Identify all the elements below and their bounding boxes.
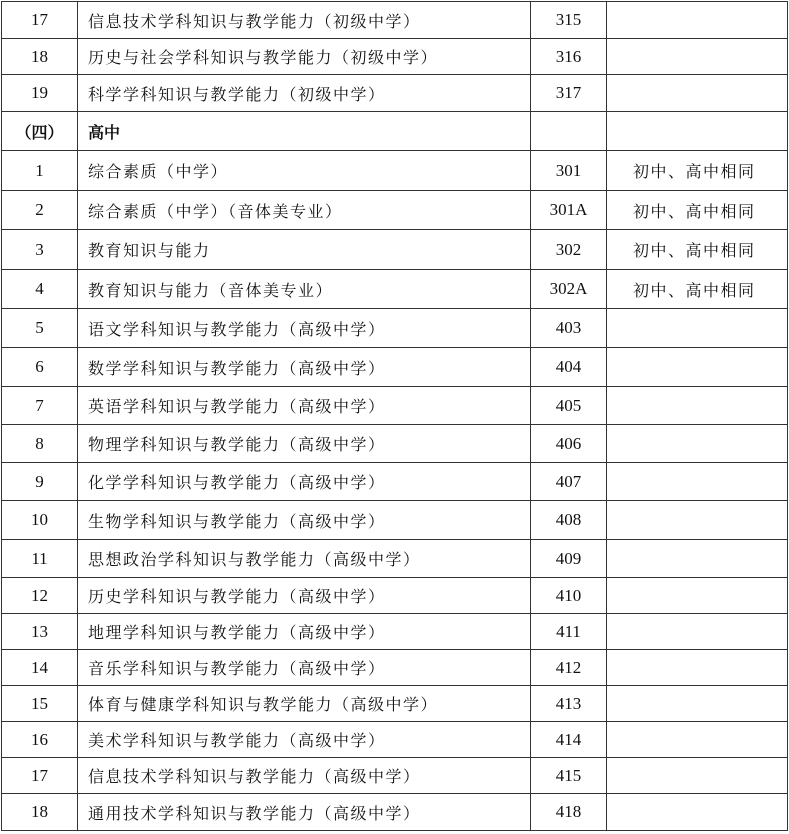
row-number: 10: [2, 501, 78, 540]
row-number: 4: [2, 270, 78, 309]
table-row: [2, 39, 788, 75]
remark: [607, 686, 788, 722]
subject-name: 教育知识与能力（音体美专业）: [78, 270, 531, 309]
section-header-row: [2, 112, 788, 151]
table-row: [2, 794, 788, 831]
table-row: [2, 270, 788, 309]
table-row: [2, 348, 788, 387]
remark: [607, 2, 788, 39]
row-number: 5: [2, 309, 78, 348]
subject-name: 历史学科知识与教学能力（高级中学）: [78, 578, 531, 614]
subject-code: 316: [531, 39, 607, 75]
remark: [607, 348, 788, 387]
subject-code: 404: [531, 348, 607, 387]
table-row: [2, 230, 788, 270]
subject-name: 通用技术学科知识与教学能力（高级中学）: [78, 794, 531, 831]
row-number: 8: [2, 425, 78, 463]
table-row: [2, 501, 788, 540]
row-number: 17: [2, 2, 78, 39]
subject-code: 414: [531, 722, 607, 758]
table-row: [2, 191, 788, 230]
subject-name: 思想政治学科知识与教学能力（高级中学）: [78, 540, 531, 578]
row-number: 7: [2, 387, 78, 425]
row-number: 11: [2, 540, 78, 578]
subject-code: 407: [531, 463, 607, 501]
remark: 初中、高中相同: [607, 230, 788, 270]
section-number: （四）: [2, 112, 78, 151]
row-number: 9: [2, 463, 78, 501]
remark: [607, 650, 788, 686]
subject-code: 301A: [531, 191, 607, 230]
table-row: [2, 151, 788, 191]
remark: [607, 463, 788, 501]
subject-code: 406: [531, 425, 607, 463]
row-number: 14: [2, 650, 78, 686]
subject-name: 体育与健康学科知识与教学能力（高级中学）: [78, 686, 531, 722]
subject-name: 信息技术学科知识与教学能力（初级中学）: [78, 2, 531, 39]
subject-code: [531, 112, 607, 151]
subject-name: 教育知识与能力: [78, 230, 531, 270]
subject-code: 405: [531, 387, 607, 425]
row-number: 18: [2, 794, 78, 831]
subject-name: 科学学科知识与教学能力（初级中学）: [78, 75, 531, 112]
table-row: [2, 722, 788, 758]
row-number: 3: [2, 230, 78, 270]
subject-code: 408: [531, 501, 607, 540]
remark: [607, 39, 788, 75]
subject-name: 英语学科知识与教学能力（高级中学）: [78, 387, 531, 425]
remark: 初中、高中相同: [607, 270, 788, 309]
subject-code: 418: [531, 794, 607, 831]
subject-code: 301: [531, 151, 607, 191]
subject-code: 302A: [531, 270, 607, 309]
subject-name: 地理学科知识与教学能力（高级中学）: [78, 614, 531, 650]
remark: [607, 578, 788, 614]
subject-code: 411: [531, 614, 607, 650]
subject-name: 数学学科知识与教学能力（高级中学）: [78, 348, 531, 387]
remark: [607, 540, 788, 578]
row-number: 18: [2, 39, 78, 75]
row-number: 19: [2, 75, 78, 112]
remark: [607, 309, 788, 348]
exam-subject-table: [1, 1, 788, 831]
subject-name: 生物学科知识与教学能力（高级中学）: [78, 501, 531, 540]
subject-name: 综合素质（中学）: [78, 151, 531, 191]
subject-name: 美术学科知识与教学能力（高级中学）: [78, 722, 531, 758]
row-number: 12: [2, 578, 78, 614]
remark: 初中、高中相同: [607, 151, 788, 191]
row-number: 1: [2, 151, 78, 191]
table-row: [2, 309, 788, 348]
subject-name: 综合素质（中学）（音体美专业）: [78, 191, 531, 230]
subject-code: 409: [531, 540, 607, 578]
subject-code: 413: [531, 686, 607, 722]
remark: [607, 501, 788, 540]
table-row: [2, 463, 788, 501]
table-row: [2, 75, 788, 112]
subject-code: 403: [531, 309, 607, 348]
remark: [607, 614, 788, 650]
subject-code: 317: [531, 75, 607, 112]
remark: [607, 794, 788, 831]
subject-code: 415: [531, 758, 607, 794]
table-row: [2, 387, 788, 425]
subject-code: 302: [531, 230, 607, 270]
subject-code: 412: [531, 650, 607, 686]
subject-name: 信息技术学科知识与教学能力（高级中学）: [78, 758, 531, 794]
table-row: [2, 578, 788, 614]
subject-code: 315: [531, 2, 607, 39]
table-row: [2, 2, 788, 39]
subject-name: 音乐学科知识与教学能力（高级中学）: [78, 650, 531, 686]
row-number: 15: [2, 686, 78, 722]
remark: 初中、高中相同: [607, 191, 788, 230]
subject-name: 历史与社会学科知识与教学能力（初级中学）: [78, 39, 531, 75]
subject-name: 物理学科知识与教学能力（高级中学）: [78, 425, 531, 463]
subject-name: 化学学科知识与教学能力（高级中学）: [78, 463, 531, 501]
remark: [607, 387, 788, 425]
row-number: 16: [2, 722, 78, 758]
row-number: 6: [2, 348, 78, 387]
section-title: 高中: [78, 112, 531, 151]
remark: [607, 112, 788, 151]
table-row: [2, 425, 788, 463]
table-row: [2, 686, 788, 722]
remark: [607, 425, 788, 463]
table-row: [2, 540, 788, 578]
row-number: 2: [2, 191, 78, 230]
remark: [607, 758, 788, 794]
table-row: [2, 614, 788, 650]
row-number: 17: [2, 758, 78, 794]
row-number: 13: [2, 614, 78, 650]
table-row: [2, 758, 788, 794]
table-row: [2, 650, 788, 686]
subject-name: 语文学科知识与教学能力（高级中学）: [78, 309, 531, 348]
remark: [607, 722, 788, 758]
subject-code: 410: [531, 578, 607, 614]
remark: [607, 75, 788, 112]
